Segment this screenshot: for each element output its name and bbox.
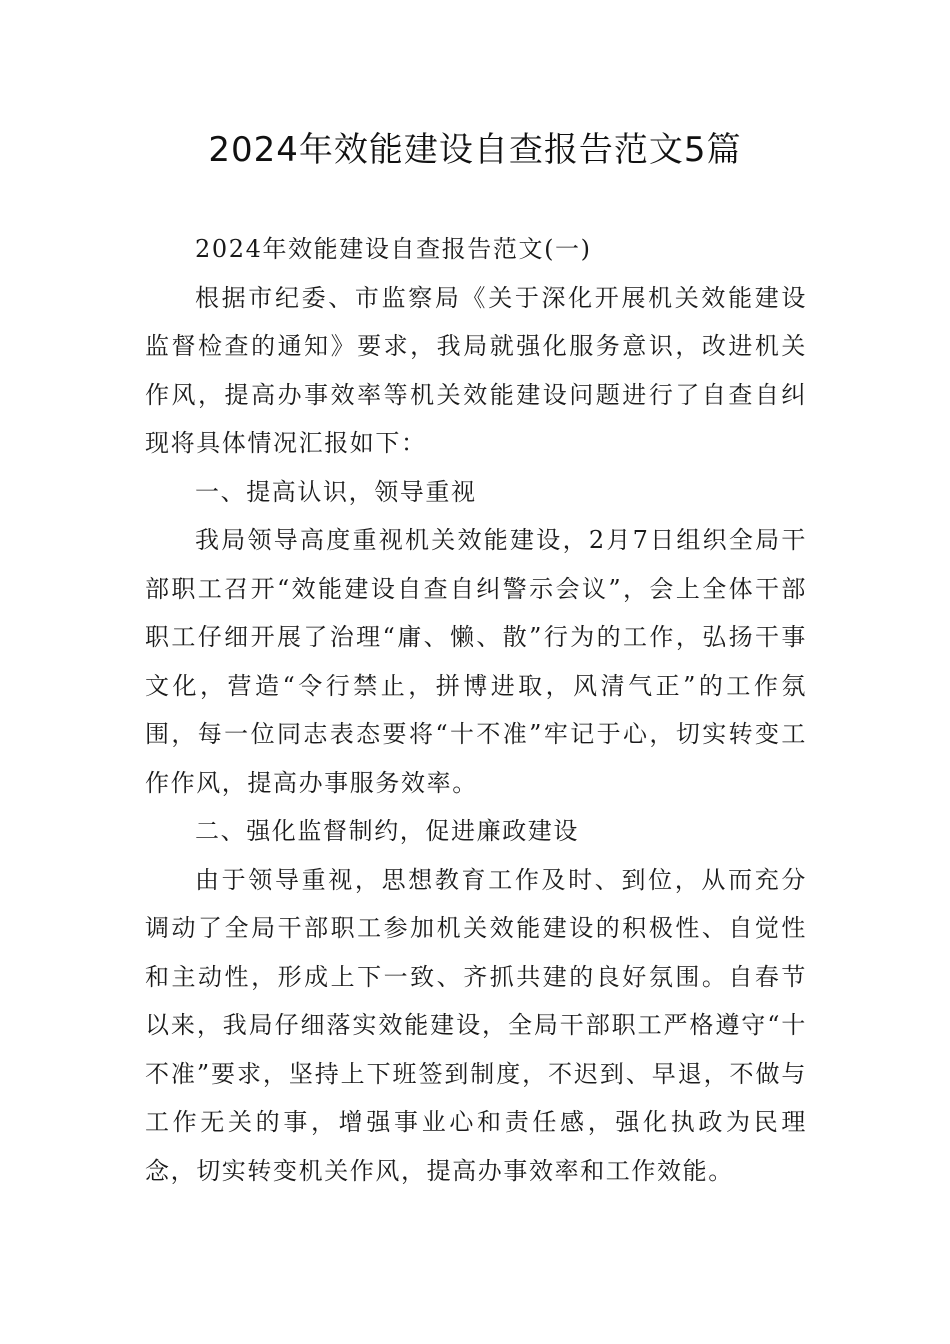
- section-2-paragraph: 由于领导重视，思想教育工作及时、到位，从而充分调动了全局干部职工参加机关效能建设的积极性、自觉性和主动性，形成上下一致、齐抓共建的良好氛围。自春节以来，我局仔细落实效能建设，全局干部职工严格遵守“十不准”要求，坚持上下班签到制度，不迟到、早退，不做与工作无关的事，增强事业心和责任感，强化执政为民理念，切实转变机关作风，提高办事效率和工作效能。: [145, 865, 807, 1185]
- section-1-paragraph: 我局领导高度重视机关效能建设，2月7日组织全局干部职工召开“效能建设自查自纠警示会议”，会上全体干部职工仔细开展了治理“庸、懒、散”行为的工作，弘扬干事文化，营造“令行禁止，拼博进取，风清气正”的工作氛围，每一位同志表态要将“十不准”牢记于心，切实转变工作作风，提高办事服务效率。: [145, 526, 807, 797]
- intro-paragraph: 根据市纪委、市监察局《关于深化开展机关效能建设监督检查的通知》要求，我局就强化服务意识，改进机关作风，提高办事效率等机关效能建设问题进行了自查自纠现将具体情况汇报如下：: [145, 283, 807, 457]
- document-body: [145, 225, 807, 1195]
- section-heading-2: 二、强化监督制约，促进廉政建设: [195, 817, 579, 845]
- document-title: 2024年效能建设自查报告范文5篇: [208, 130, 742, 170]
- section-heading-1: 一、提高认识，领导重视: [195, 477, 477, 506]
- subtitle-paragraph: 2024年效能建设自查报告范文(一): [195, 235, 592, 263]
